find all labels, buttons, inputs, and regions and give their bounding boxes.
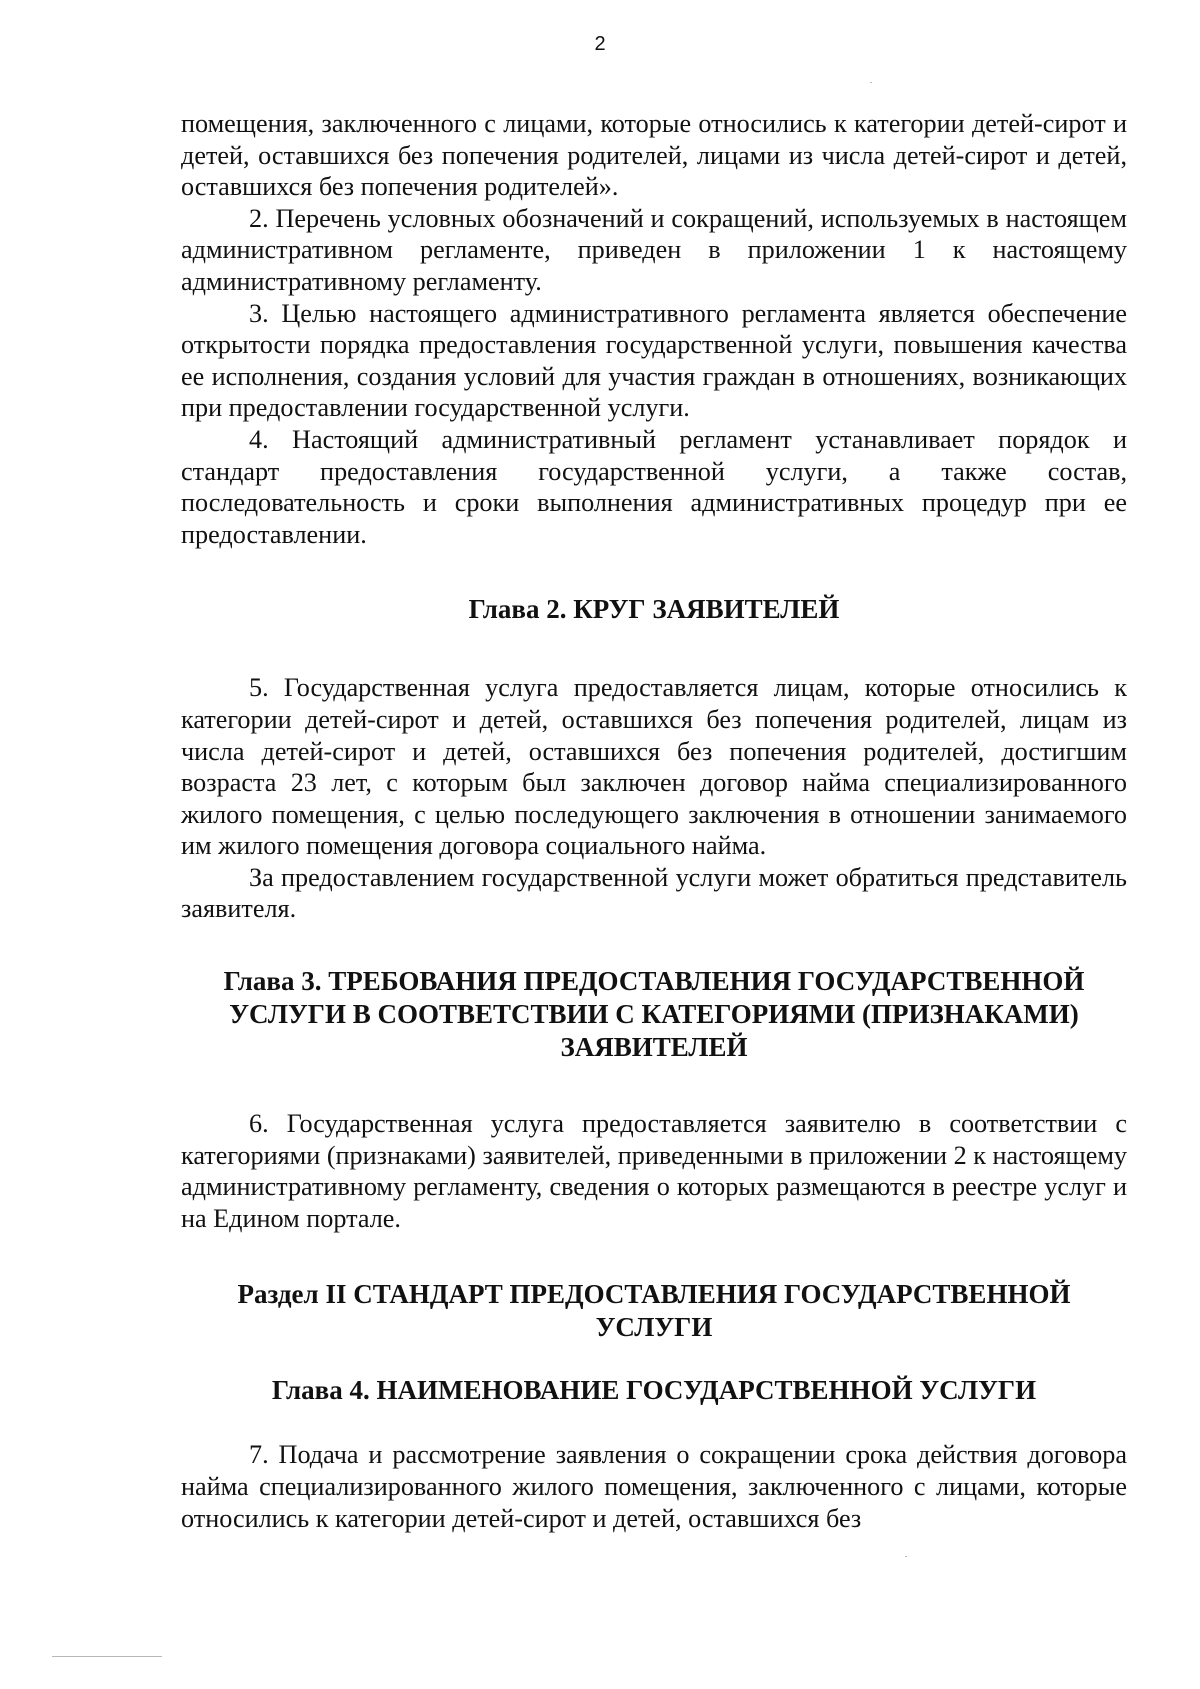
scan-artifact-dot	[905, 1556, 907, 1557]
page-number: 2	[594, 33, 606, 55]
intro-continuation: помещения, заключенного с лицами, которые относились к категории детей-сирот и детей, оставшихся без попечения родителей, лицами из числа детей-сирот и детей, оставшихся без попечения родителей».	[181, 109, 1127, 202]
chapter-3-heading: Глава 3. ТРЕБОВАНИЯ ПРЕДОСТАВЛЕНИЯ ГОСУДАРСТВЕННОЙ УСЛУГИ В СООТВЕТСТВИИ С КАТЕГОРИЯМИ (ПРИЗНАКАМИ) ЗАЯВИТЕЛЕЙ	[223, 966, 1085, 1063]
document-body	[181, 108, 1127, 1534]
paragraph-5: 5. Государственная услуга предоставляется лицам, которые относились к категории детей-сирот и детей, оставшихся без попечения родителей, лицам из числа детей-сирот и детей, оставшихся без попечения родителей, достигшим возраста 23 лет, с которым был заключен договор найма специализированного жилого помещения, с целью последующего заключения в отношении занимаемого им жилого помещения договора социального найма.	[181, 673, 1127, 861]
section-2-heading: Раздел II СТАНДАРТ ПРЕДОСТАВЛЕНИЯ ГОСУДАРСТВЕННОЙ УСЛУГИ	[237, 1279, 1071, 1343]
paragraph-4: 4. Настоящий административный регламент устанавливает порядок и стандарт предоставления государственной услуги, а также состав, последовательность и сроки выполнения административных процедур при ее предоставлении.	[181, 424, 1127, 549]
chapter-2-heading: Глава 2. КРУГ ЗАЯВИТЕЛЕЙ	[468, 594, 840, 625]
paragraph-5-representative: За предоставлением государственной услуги может обратиться представитель заявителя.	[181, 862, 1127, 924]
paragraph-7: 7. Подача и рассмотрение заявления о сокращении срока действия договора найма специализированного жилого помещения, заключенного с лицами, которые относились к категории детей-сирот и детей, оставшихся без	[181, 1440, 1127, 1533]
paragraph-2: 2. Перечень условных обозначений и сокращений, используемых в настоящем административном регламенте, приведен в приложении 1 к настоящему административному регламенту.	[181, 203, 1127, 296]
chapter-4-heading: Глава 4. НАИМЕНОВАНИЕ ГОСУДАРСТВЕННОЙ УСЛУГИ	[271, 1375, 1037, 1406]
paragraph-6: 6. Государственная услуга предоставляется заявителю в соответствии с категориями (признаками) заявителей, приведенными в приложении 2 к настоящему административному регламенту, сведения о которых размещаются в реестре услуг и на Едином портале.	[181, 1109, 1127, 1233]
paragraph-3: 3. Целью настоящего административного регламента является обеспечение открытости порядка предоставления государственной услуги, повышения качества ее исполнения, создания условий для участия граждан в отношениях, возникающих при предоставлении государственной услуги.	[181, 298, 1127, 423]
scan-artifact-dot	[870, 82, 872, 83]
scan-artifact-line	[52, 1656, 162, 1657]
